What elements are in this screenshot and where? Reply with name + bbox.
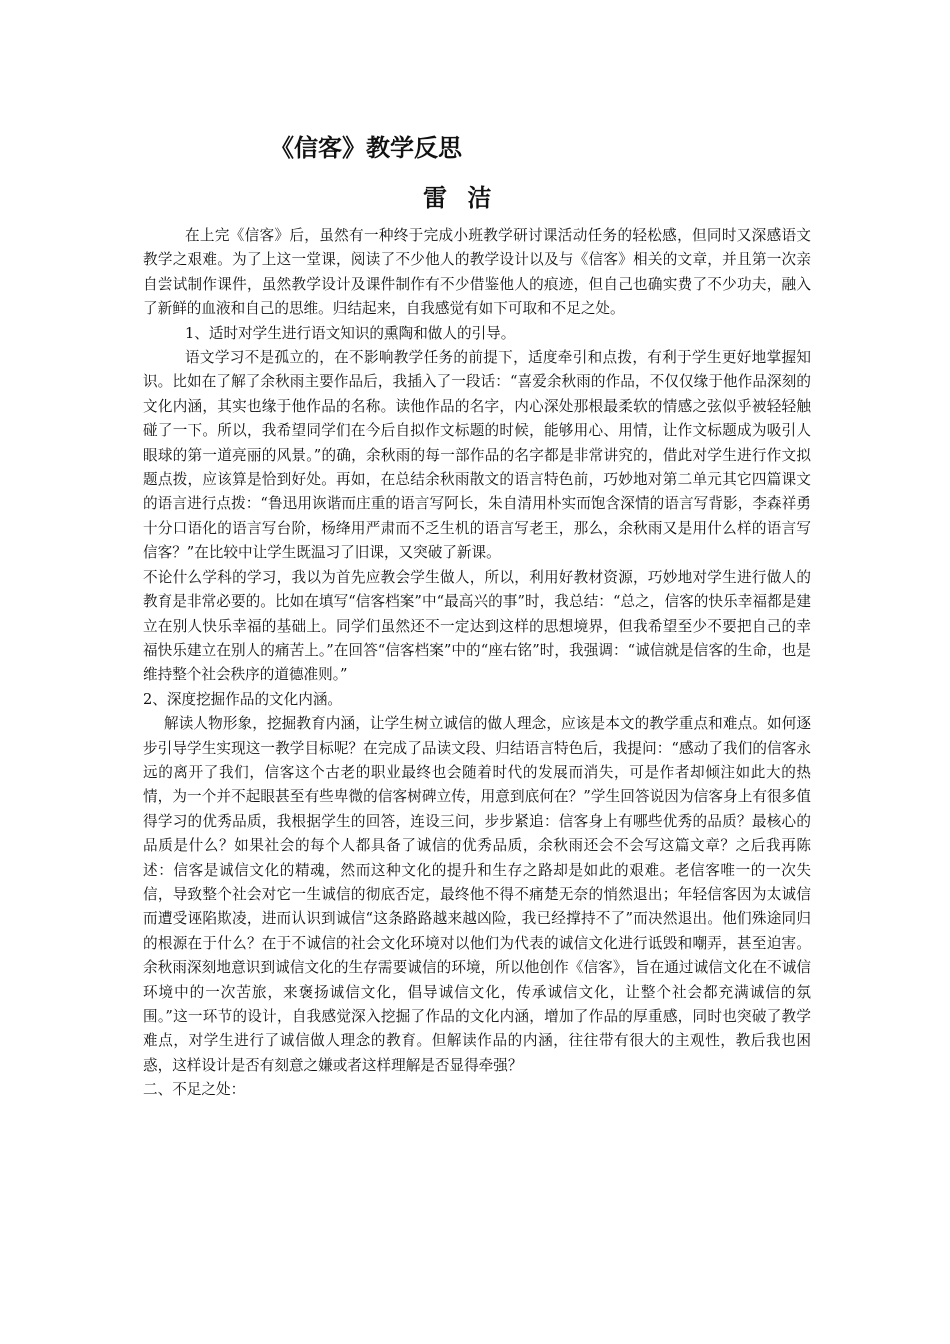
heading-shortcomings: 二、不足之处： [143,1081,246,1099]
paragraph-language-guidance: 语文学习不是孤立的，在不影响教学任务的前提下，适度牵引和点拨，有利于学生更好地掌握知识。比如在了解了余秋雨主要作品后，我插入了一段话：“喜爱余秋雨的作品，不仅仅缘于他作品深刻的文化内涵，其实也缘于他作品的名称。读他作品的名字，内心深处那根最柔软的情感之弦似乎被轻轻触碰了一下。所以，我希望同学们在今后自拟作文标题的时候，能够用心、用情，让作文标题成为吸引人眼球的第一道亮丽的风景。”的确，余秋雨的每一部作品的名字都是非常讲究的，借此对学生进行作文拟题点拨，应该算是恰到好处。再如，在总结余秋雨散文的语言特色前，巧妙地对第二单元其它四篇课文的语言进行点拨：“鲁迅用诙谐而庄重的语言写阿长，朱自清用朴实而饱含深情的语言写背影，李森祥勇十分口语化的语言写台阶，杨绛用严肃而不乏生机的语言写老王，那么，余秋雨又是用什么样的语言写信客？”在比较中让学生既温习了旧课，又突破了新课。 [143,349,811,562]
document-body [143,224,811,1103]
heading-point-2: 2、深度挖掘作品的文化内涵。 [143,690,343,708]
document-title: 《信客》教学反思 [270,134,462,162]
document-author: 雷 洁 [423,184,498,212]
paragraph-moral-guidance: 不论什么学科的学习，我以为首先应教会学生做人，所以，利用好教材资源，巧妙地对学生进行做人的教育是非常必要的。比如在填写“信客档案”中“最高兴的事”时，我总结：“总之，信客的快乐幸福都是建立在别人快乐幸福的基础上。同学们虽然还不一定达到这样的思想境界，但我希望至少不要把自己的幸福快乐建立在别人的痛苦上。”在回答“信客档案”中的“座右铭”时，我强调：“诚信就是信客的生命，也是维持整个社会秩序的道德准则。” [143,568,811,684]
paragraph-intro: 在上完《信客》后，虽然有一种终于完成小班教学研讨课活动任务的轻松感，但同时又深感语文教学之艰难。为了上这一堂课，阅读了不少他人的教学设计以及与《信客》相关的文章，并且第一次亲自尝试制作课件，虽然教学设计及课件制作有不少借鉴他人的痕迹，但自己也确实费了不少功夫，融入了新鲜的血液和自己的思维。归结起来，自我感觉有如下可取和不足之处。 [143,227,811,318]
paragraph-cultural-connotation: 解读人物形象，挖掘教育内涵，让学生树立诚信的做人理念，应该是本文的教学重点和难点。如何逐步引导学生实现这一教学目标呢？在完成了品读文段、归结语言特色后，我提问：“感动了我们的信客永远的离开了我们，信客这个古老的职业最终也会随着时代的发展而消失，可是作者却倾注如此大的热情，为一个并不起眼甚至有些卑微的信客树碑立传，用意到底何在？”学生回答说因为信客身上有很多值得学习的优秀品质，我根据学生的回答，连设三问，步步紧追：信客身上有哪些优秀的品质？最核心的品质是什么？如果社会的每个人都具备了诚信的优秀品质，余秋雨还会不会写这篇文章？之后我再陈述：信客是诚信文化的精魂，然而这种文化的提升和生存之路却是如此的艰难。老信客唯一的一次失信，导致整个社会对它一生诚信的彻底否定，最终他不得不痛楚无奈的悄然退出；年轻信客因为太诚信而遭受诬陷欺凌，进而认识到诚信“这条路路越来越凶险，我已经撑持不了”而决然退出。他们殊途同归的根源在于什么？在于不诚信的社会文化环境对以他们为代表的诚信文化进行诋毁和嘲弄，甚至迫害。余秋雨深刻地意识到诚信文化的生存需要诚信的环境，所以他创作《信客》，旨在通过诚信文化在不诚信环境中的一次苦旅，来褒扬诚信文化，倡导诚信文化，传承诚信文化，让整个社会都充满诚信的氛围。”这一环节的设计，自我感觉深入挖掘了作品的文化内涵，增加了作品的厚重感，同时也突破了教学难点，对学生进行了诚信做人理念的教育。但解读作品的内涵，往往带有很大的主观性，教后我也困惑，这样设计是否有刻意之嫌或者这样理解是否显得牵强？ [143,715,811,1074]
heading-point-1: 1、适时对学生进行语文知识的熏陶和做人的引导。 [185,324,516,342]
